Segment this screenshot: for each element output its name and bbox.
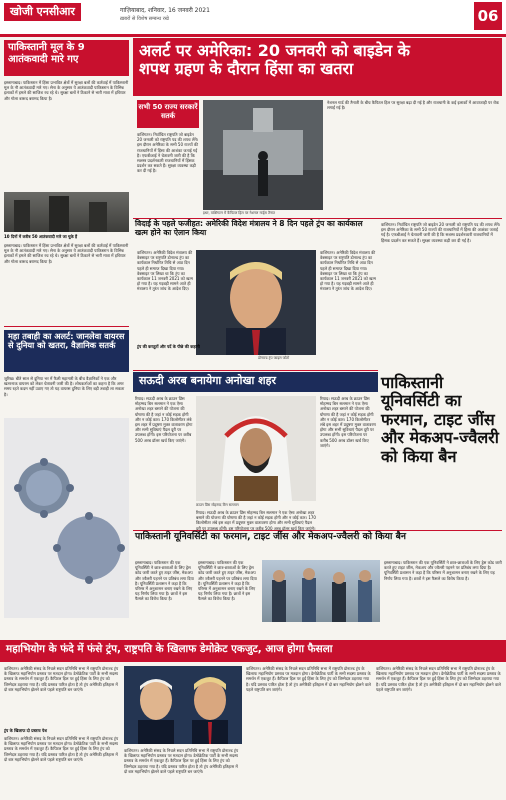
impeachment-body-4: वाशिंगटन। अमेरिकी संसद के निचले सदन प्रतिनिधि सभा में राष्ट्रपति डोनाल्ड ट्रंप के खिलाफ महाभियोग प्रस्ताव पर मतदान होगा। डेमोक्रेटिक पार्टी के सभी सदस्य प्रस्ताव के समर्थन में एकजुट हैं। कैपिटल हिल पर हुई हिंसा के लिए ट्रंप को जिम्मेदार ठहराया गया है। यदि प्रस्ताव पारित होता है तो ट्रंप अमेरिकी इतिहास में दो बार महाभियोग झेलने वाले पहले राष्ट्रपति बन जाएंगे। xyxy=(246,666,371,692)
divider xyxy=(4,326,129,327)
main-headline xyxy=(133,38,502,96)
trump-biden-photo xyxy=(124,666,242,744)
trump-caption: डोनाल्ड ट्रंप फाइल फोटो xyxy=(258,356,290,360)
masthead xyxy=(0,0,506,37)
main-side-col: नेशनल गार्ड की तैनाती के बीच कैपिटल हिल पर सुरक्षा बढ़ा दी गई है और राजधानी के कई इलाकों में आवाजाही पर रोक लगाई गई है। xyxy=(327,100,499,111)
brand-logo: खोजी एनसीआर xyxy=(4,3,81,21)
trump-photo xyxy=(196,250,316,355)
left-body-2: इस्लामाबाद। पाकिस्तान में हिंसा प्रभावित क्षेत्रों में सुरक्षा बलों की कार्रवाई में पाकिस्तानी मूल के नौ आतंकवादी मारे गए। सेना के अनुसार ये आतंकवादी पाकिस्तान के विभिन्न इलाकों में हमले की साजिश रच रहे थे। सुरक्षा बलों ने ठिकाने से भारी मात्रा में हथियार और गोला बारूद बरामद किया है। xyxy=(4,243,129,264)
main-body: वाशिंगटन। निर्वाचित राष्ट्रपति जो बाइडेन 20 जनवरी को राष्ट्रपति पद की शपथ लेंगे। इस दौरान अमेरिका के सभी 50 राज्यों की राजधानियों में हिंसा की आशंका जताई गई है। एफबीआई ने चेतावनी जारी की है कि सशस्त्र प्रदर्शनकारी राजधानियों में हिंसक प्रदर्शन कर सकते हैं। सुरक्षा व्यवस्था कड़ी कर दी गई है। xyxy=(137,132,199,174)
mbs-caption: क्राउन प्रिंस मोहम्मद बिन सलमान xyxy=(196,503,239,507)
date-line: गाज़ियाबाद, शनिवार, 16 जनवरी 2021 xyxy=(120,7,210,14)
saudi-body-2: रियाद। सऊदी अरब के क्राउन प्रिंस मोहम्मद बिन सलमान ने एक ऐसा अनोखा शहर बसाने की योजना की घोषणा की है जहां न कोई सड़क होगी और न कोई कार। 170 किलोमीटर लंबे इस शहर में प्रदूषण मुक्त वातावरण होगा और सभी सुविधाएं पैदल दूरी पर उपलब्ध होंगी। इस परियोजना पर करीब 500 अरब डॉलर खर्च किए जाएंगे। xyxy=(196,510,316,530)
farewell-sub: ट्रंप की करतूतों और पर्दे के पीछे की कहानी xyxy=(137,344,200,349)
impeachment-sub: ट्रंप के खिलाफ दो प्रस्ताव पेश xyxy=(4,728,47,733)
impeachment-body-2: वाशिंगटन। अमेरिकी संसद के निचले सदन प्रतिनिधि सभा में राष्ट्रपति डोनाल्ड ट्रंप के खिलाफ महाभियोग प्रस्ताव पर मतदान होगा। डेमोक्रेटिक पार्टी के सभी सदस्य प्रस्ताव के समर्थन में एकजुट हैं। कैपिटल हिल पर हुई हिंसा के लिए ट्रंप को जिम्मेदार ठहराया गया है। यदि प्रस्ताव पारित होता है तो ट्रंप अमेरिकी इतिहास में दो बार महाभियोग झेलने वाले पहले राष्ट्रपति बन जाएंगे। xyxy=(4,736,119,762)
corona-headline: महा तबाही का अलर्ट: जानलेवा वायरस से दुनिया को खतरा, वैज्ञानिक सतर्क xyxy=(4,330,129,372)
page-number: 06 xyxy=(474,2,502,30)
corona-body: जुरिख। बीते साल से दुनिया भर में फैली महामारी के बीच वैज्ञानिकों ने एक और खतरनाक वायरस को लेकर चेतावनी जारी की है। शोधकर्ताओं का कहना है कि अगर समय रहते कदम नहीं उठाए गए तो यह वायरस दुनिया के लिए बड़ी तबाही ला सकता है। xyxy=(4,376,125,397)
farewell-body-2: वाशिंगटन। अमेरिकी विदेश मंत्रालय की वेबसाइट पर राष्ट्रपति डोनाल्ड ट्रंप का कार्यकाल निर्धारित तिथि से आठ दिन पहले ही समाप्त दिखा दिया गया। वेबसाइट पर लिखा था कि ट्रंप का कार्यकाल 11 जनवरी 2021 को खत्म हो गया है। यह गड़बड़ी सामने आते ही मंत्रालय ने तुरंत जांच के आदेश दिए। xyxy=(320,250,376,292)
impeachment-body-3: वाशिंगटन। अमेरिकी संसद के निचले सदन प्रतिनिधि सभा में राष्ट्रपति डोनाल्ड ट्रंप के खिलाफ महाभियोग प्रस्ताव पर मतदान होगा। डेमोक्रेटिक पार्टी के सभी सदस्य प्रस्ताव के समर्थन में एकजुट हैं। कैपिटल हिल पर हुई हिंसा के लिए ट्रंप को जिम्मेदार ठहराया गया है। यदि प्रस्ताव पारित होता है तो ट्रंप अमेरिकी इतिहास में दो बार महाभियोग झेलने वाले पहले राष्ट्रपति बन जाएंगे। xyxy=(124,748,239,774)
university-body: इस्लामाबाद। पाकिस्तान की एक यूनिवर्सिटी ने छात्र-छात्राओं के लिए ड्रेस कोड जारी करते हुए टाइट जींस, मेकअप और ज्वैलरी पहनने पर प्रतिबंध लगा दिया है। यूनिवर्सिटी प्रशासन ने कहा है कि परिसर में अनुशासन बनाए रखने के लिए यह निर्णय लिया गया है। छात्रों ने इस फैसले का विरोध किया है। xyxy=(135,560,194,602)
farewell-headline: विदाई के पहले फजीहत: अमेरिकी विदेश मंत्रालय ने 8 दिन पहले ट्रंप का कार्यकाल खत्म होने का ऐलान किया xyxy=(135,219,363,237)
impeachment-body: वाशिंगटन। अमेरिकी संसद के निचले सदन प्रतिनिधि सभा में राष्ट्रपति डोनाल्ड ट्रंप के खिलाफ महाभियोग प्रस्ताव पर मतदान होगा। डेमोक्रेटिक पार्टी के सभी सदस्य प्रस्ताव के समर्थन में एकजुट हैं। कैपिटल हिल पर हुई हिंसा के लिए ट्रंप को जिम्मेदार ठहराया गया है। यदि प्रस्ताव पारित होता है तो ट्रंप अमेरिकी इतिहास में दो बार महाभियोग झेलने वाले पहले राष्ट्रपति बन जाएंगे। xyxy=(4,666,119,692)
terrorist-photo xyxy=(4,192,129,232)
saudi-body-3: रियाद। सऊदी अरब के क्राउन प्रिंस मोहम्मद बिन सलमान ने एक ऐसा अनोखा शहर बसाने की योजना की घोषणा की है जहां न कोई सड़क होगी और न कोई कार। 170 किलोमीटर लंबे इस शहर में प्रदूषण मुक्त वातावरण होगा और सभी सुविधाएं पैदल दूरी पर उपलब्ध होंगी। इस परियोजना पर करीब 500 अरब डॉलर खर्च किए जाएंगे। xyxy=(320,396,376,448)
capitol-photo xyxy=(203,100,323,210)
left-body: इस्लामाबाद। पाकिस्तान में हिंसा प्रभावित क्षेत्रों में सुरक्षा बलों की कार्रवाई में पाकिस्तानी मूल के नौ आतंकवादी मारे गए। सेना के अनुसार ये आतंकवादी पाकिस्तान के विभिन्न इलाकों में हमले की साजिश रच रहे थे। सुरक्षा बलों ने ठिकाने से भारी मात्रा में हथियार और गोला बारूद बरामद किया है। xyxy=(4,80,129,101)
left-subhead: 10 दिनों में करीब 50 आतंकवादी मारे जा चुके हैं xyxy=(4,234,78,239)
impeachment-headline: महाभियोग के फंदे में फंसे ट्रंप, राष्ट्रपति के खिलाफ डेमोक्रेट एकजुट, आज होगा फैसला xyxy=(0,640,506,662)
university-body-3: इस्लामाबाद। पाकिस्तान की एक यूनिवर्सिटी ने छात्र-छात्राओं के लिए ड्रेस कोड जारी करते हुए टाइट जींस, मेकअप और ज्वैलरी पहनने पर प्रतिबंध लगा दिया है। यूनिवर्सिटी प्रशासन ने कहा है कि परिसर में अनुशासन बनाए रखने के लिए यह निर्णय लिया गया है। छात्रों ने इस फैसले का विरोध किया है। xyxy=(384,560,502,581)
saudi-body: रियाद। सऊदी अरब के क्राउन प्रिंस मोहम्मद बिन सलमान ने एक ऐसा अनोखा शहर बसाने की योजना की घोषणा की है जहां न कोई सड़क होगी और न कोई कार। 170 किलोमीटर लंबे इस शहर में प्रदूषण मुक्त वातावरण होगा और सभी सुविधाएं पैदल दूरी पर उपलब्ध होंगी। इस परियोजना पर करीब 500 अरब डॉलर खर्च किए जाएंगे। xyxy=(135,396,193,443)
saudi-headline: सऊदी अरब बनायेगा अनोखा शहर xyxy=(133,372,378,392)
virus-photo xyxy=(4,418,129,618)
mbs-photo xyxy=(196,396,316,501)
main-headline-line2: शपथ ग्रहण के दौरान हिंसा का खतरा xyxy=(139,59,354,79)
divider xyxy=(133,370,378,371)
university-body-2: इस्लामाबाद। पाकिस्तान की एक यूनिवर्सिटी ने छात्र-छात्राओं के लिए ड्रेस कोड जारी करते हुए टाइट जींस, मेकअप और ज्वैलरी पहनने पर प्रतिबंध लगा दिया है। यूनिवर्सिटी प्रशासन ने कहा है कि परिसर में अनुशासन बनाए रखने के लिए यह निर्णय लिया गया है। छात्रों ने इस फैसले का विरोध किया है। xyxy=(198,560,257,602)
states-stamp: सभी 50 राज्य सरकारें सतर्क xyxy=(137,100,199,128)
university-banner: पाकिस्तानी यूनिवर्सिटी का फरमान, टाइट जींस और मेकअप-ज्वैलरी को किया बैन xyxy=(135,531,406,542)
capitol-caption: इधर, वाशिंगटन में कैपिटल हिल पर नेशनल गार्ड्स तैनात xyxy=(203,211,275,215)
farewell-body: वाशिंगटन। अमेरिकी विदेश मंत्रालय की वेबसाइट पर राष्ट्रपति डोनाल्ड ट्रंप का कार्यकाल निर्धारित तिथि से आठ दिन पहले ही समाप्त दिखा दिया गया। वेबसाइट पर लिखा था कि ट्रंप का कार्यकाल 11 जनवरी 2021 को खत्म हो गया है। यह गड़बड़ी सामने आते ही मंत्रालय ने तुरंत जांच के आदेश दिए। xyxy=(137,250,193,292)
site-line: ख़बरों से विशेष सम्बन्ध रखे xyxy=(120,16,169,22)
impeachment-body-5: वाशिंगटन। अमेरिकी संसद के निचले सदन प्रतिनिधि सभा में राष्ट्रपति डोनाल्ड ट्रंप के खिलाफ महाभियोग प्रस्ताव पर मतदान होगा। डेमोक्रेटिक पार्टी के सभी सदस्य प्रस्ताव के समर्थन में एकजुट हैं। कैपिटल हिल पर हुई हिंसा के लिए ट्रंप को जिम्मेदार ठहराया गया है। यदि प्रस्ताव पारित होता है तो ट्रंप अमेरिकी इतिहास में दो बार महाभियोग झेलने वाले पहले राष्ट्रपति बन जाएंगे। xyxy=(376,666,501,692)
right-column-body: वाशिंगटन। निर्वाचित राष्ट्रपति जो बाइडेन 20 जनवरी को राष्ट्रपति पद की शपथ लेंगे। इस दौरान अमेरिका के सभी 50 राज्यों की राजधानियों में हिंसा की आशंका जताई गई है। एफबीआई ने चेतावनी जारी की है कि सशस्त्र प्रदर्शनकारी राजधानियों में हिंसक प्रदर्शन कर सकते हैं। सुरक्षा व्यवस्था कड़ी कर दी गई है। xyxy=(381,222,501,243)
main-headline-line1: अलर्ट पर अमेरिका: 20 जनवरी को बाइडेन के xyxy=(139,41,410,60)
students-photo xyxy=(262,560,380,622)
left-headline: पाकिस्तानी मूल के 9 आतंकवादी मारे गए xyxy=(4,40,129,76)
